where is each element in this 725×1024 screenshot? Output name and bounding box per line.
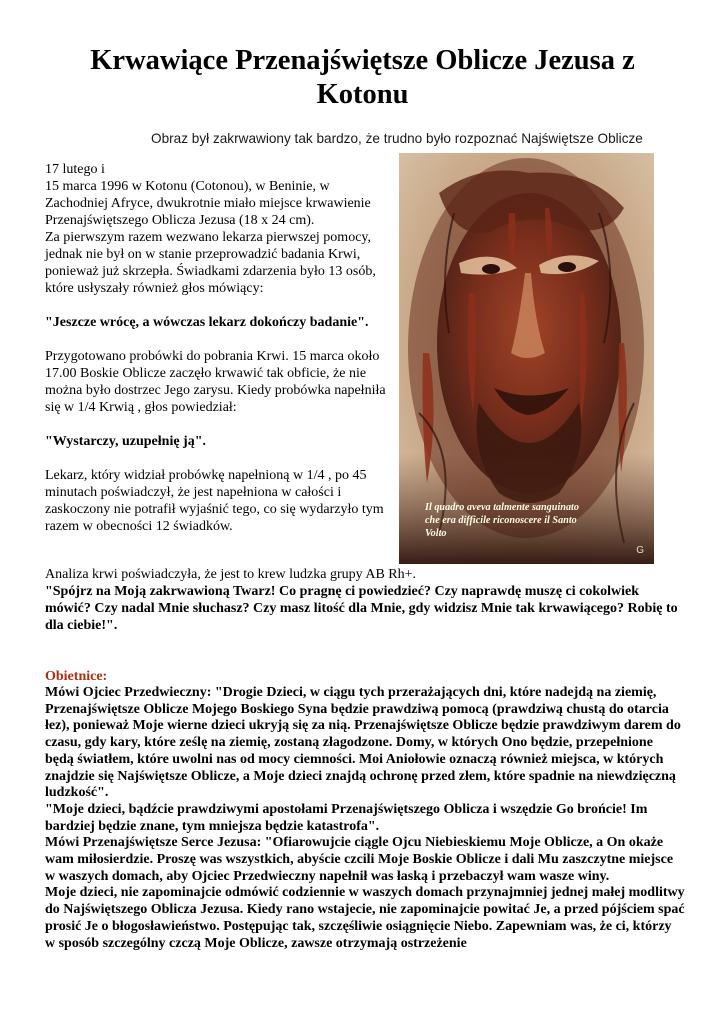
image-caption: Obraz był zakrwawiony tak bardzo, że trudno było rozpoznać Najświętsze Oblicze	[151, 131, 643, 146]
painting-signature: G	[636, 545, 644, 556]
full-width-text	[45, 566, 685, 634]
promises-heading: Obietnice:	[45, 669, 108, 684]
promise-paragraph-heart: Mówi Przenajświętsze Serce Jezusa: "Ofiarowujcie ciągle Ojcu Niebieskiemu Moje Oblicze, a On okaże wam miłosierdzie. Proszę was wszystkich, abyście czcili Moje Boskie Oblicze i dali Mu zaszczytne miejsce w waszych domach, aby Ojciec Przedwieczny napełnił was łaską i przebaczył wam wasze winy.	[45, 835, 674, 884]
paragraph-analysis: Analiza krwi poświadczyła, że jest to krew ludzka grupy AB Rh+.	[45, 567, 417, 582]
paragraph-test-tubes: Przygotowano probówki do pobrania Krwi. 15 marca około 17.00 Boskie Oblicze zaczęło krwawić tak obficie, że nie można było dostrzec Jego zarysu. Kiedy probówka napełniła się w 1/4 Krwią , głos powiedział:	[45, 349, 386, 415]
quote-look-at-face: "Spójrz na Moją zakrwawioną Twarz! Co pragnę ci powiedzieć? Czy naprawdę muszę ci cokolwiek mówić? Czy nadal Mnie słuchasz? Czy masz litość dla Mnie, gdy widzisz Mnie tak krwawiącego? Robię to dla ciebie!".	[45, 584, 678, 633]
quote-will-return: "Jeszcze wrócę, a wówczas lekarz dokończy badanie".	[45, 315, 369, 330]
image-overlay-text: Il quadro aveva talmente sanguinato che era difficile riconoscere il Santo Volto	[425, 502, 579, 539]
promise-paragraph-prayer: Moje dzieci, nie zapominajcie odmówić codziennie w waszych domach przynajmniej jednej małej modlitwy do Najświętszego Oblicza Jezusa. Kiedy rano wstajecie, nie zapominajcie powitać Je, a przed pójściem spać prosić Je o błogosławieństwo. Postępując tak, szczęśliwie osiągnięcie Niebo. Zapewniam was, że ci, którzy w sposób szczególny czczą Moje Oblicze, zawsze otrzymają ostrzeżenie	[45, 885, 685, 951]
holy-face-image	[399, 153, 654, 564]
promise-paragraph-father: Mówi Ojciec Przedwieczny: "Drogie Dzieci, w ciągu tych przerażających dni, które nadejdą na ziemię, Przenajświętsze Oblicze Mojego Boskiego Syna będzie prawdziwą pomocą (prawdziwą chustą do otarcia łez), ponieważ Moje wierne dzieci ukryją się za nią. Przenajświętsze Oblicze będzie prawdziwym darem do czasu, gdy kary, które ześlę na ziemię, zostaną złagodzone. Domy, w których Ono będzie, przepełnione będą światłem, które uwolni nas od mocy ciemności. Moi Aniołowie oznaczą również miejsca, w których znajdzie się Najświętsze Oblicze, a Moje dzieci znajdą ochronę przed złem, które spadnie na niewdzięczną ludzkość".	[45, 685, 681, 801]
paragraph-date: 17 lutego i	[45, 162, 105, 177]
paragraph-doctor: Lekarz, który widział probówkę napełnioną w 1/4 , po 45 minutach poświadczył, że jest napełniona w całości i zaskoczony nie potrafił wyjaśnić tego, co się wydarzyło tym razem w obecności 12 świadków.	[45, 468, 384, 534]
quote-enough: "Wystarczy, uzupełnię ją".	[45, 434, 206, 449]
paragraph-intro: 15 marca 1996 w Kotonu (Cotonou), w Beninie, w Zachodniej Afryce, dwukrotnie miało miejsce krwawienie Przenajświętszego Oblicza Jezusa (18 x 24 cm).	[45, 179, 371, 228]
left-column-text	[45, 161, 390, 535]
paragraph-first-time: Za pierwszym razem wezwano lekarza pierwszej pomocy, jednak nie był on w stanie przeprowadzić badania Krwi, ponieważ już skrzepła. Świadkami zdarzenia było 13 osób, które usłyszały również głos mówiący:	[45, 230, 376, 296]
page-title: Krwawiące Przenajświętsze Oblicze Jezusa z Kotonu	[90, 45, 635, 110]
promises-text	[45, 685, 685, 952]
promise-paragraph-apostles: "Moje dzieci, bądźcie prawdziwymi apostołami Przenajświętszego Oblicza i wszędzie Go brońcie! Im bardziej będzie znane, tym mniejsza będzie katastrofa".	[45, 801, 648, 834]
